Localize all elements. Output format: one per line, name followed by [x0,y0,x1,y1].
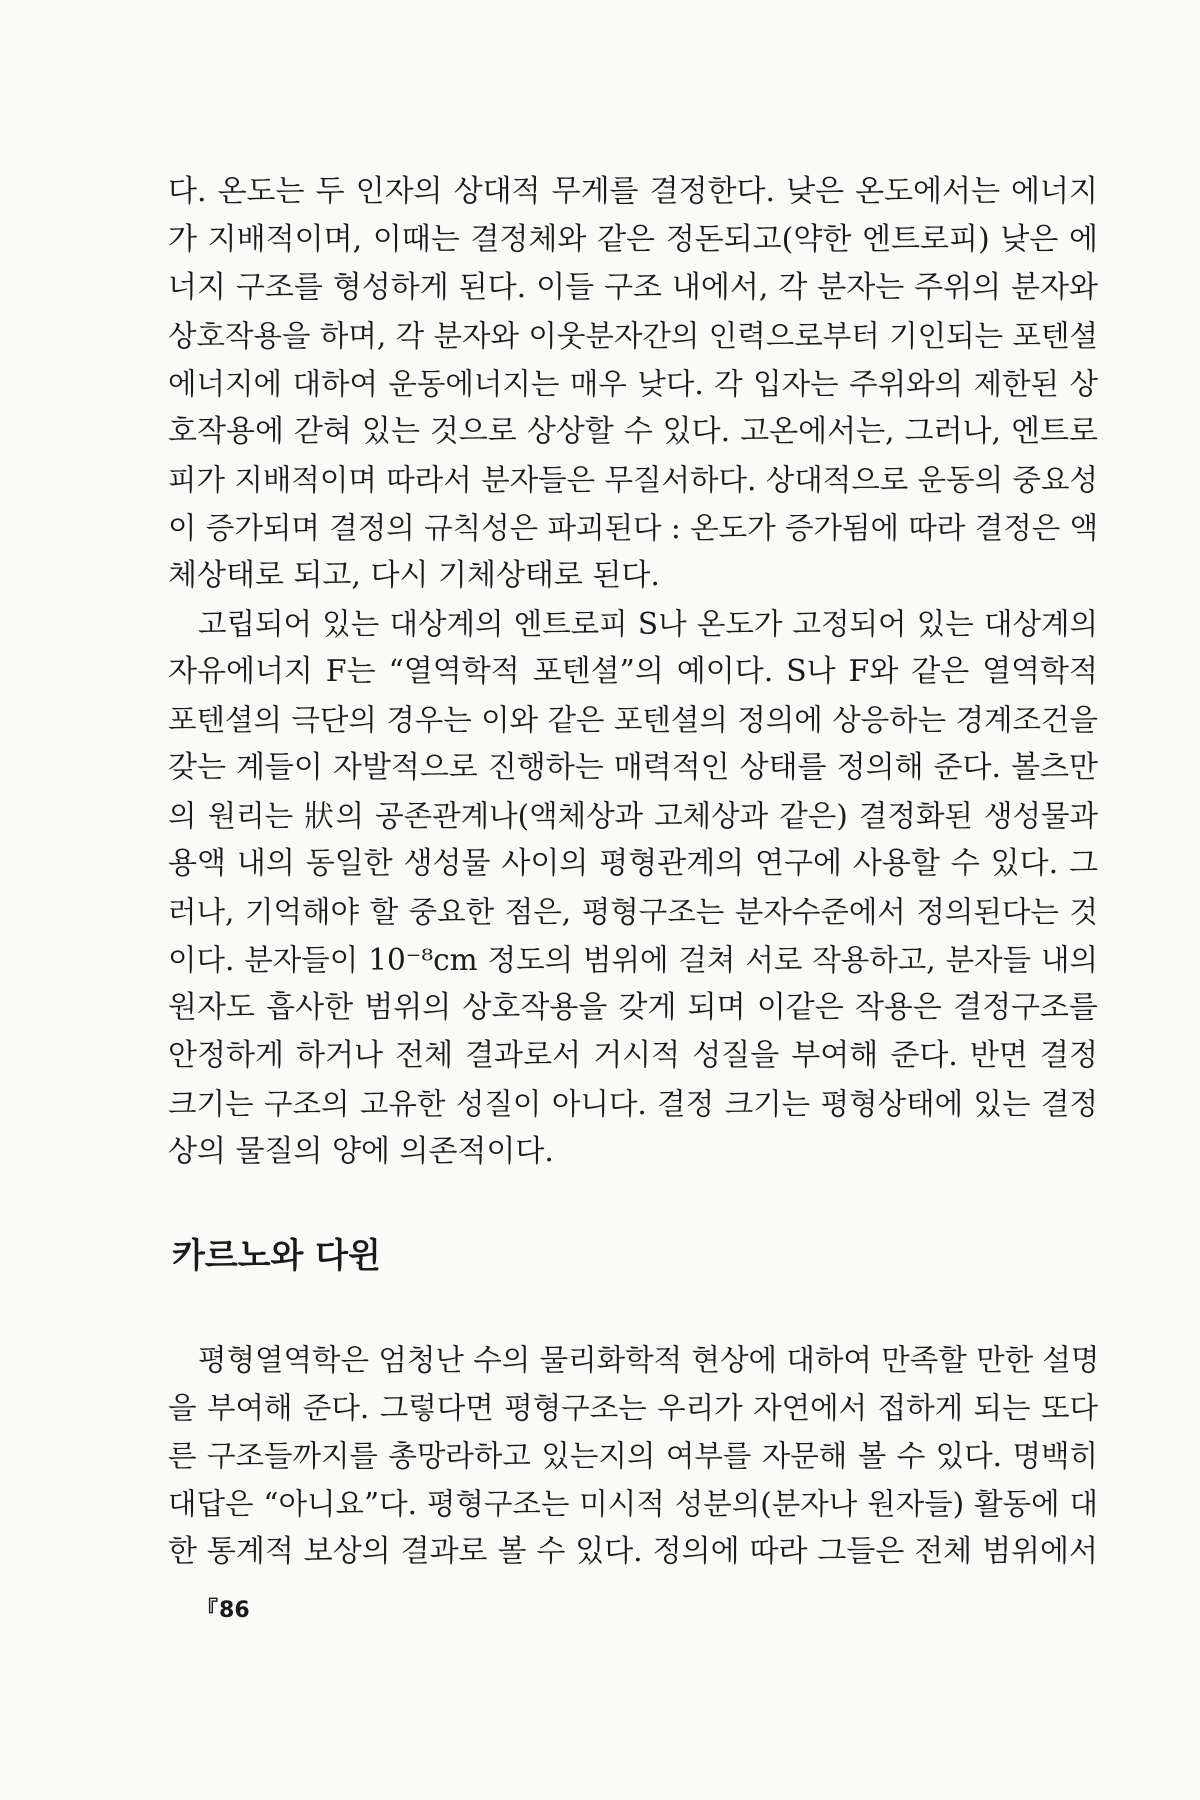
text-line: 평형열역학은 엄청난 수의 물리화학적 현상에 대하여 만족할 만한 설명 [198,1343,1100,1377]
text-line: 이 증가되며 결정의 규칙성은 파괴된다 : 온도가 증가됨에 따라 결정은 액 [168,511,1099,545]
page-number-value: 86 [219,1598,250,1623]
text-line: 의 원리는 狀의 공존관계나(액체상과 고체상과 같은) 결정화된 생성물과 [168,799,1098,833]
page-number-mark: 『 [196,1598,219,1623]
text-line: 상의 물질의 양에 의존적이다. [168,1134,554,1169]
text-line: 안정하게 하거나 전체 결과로서 거시적 성질을 부여해 준다. 반면 결정 [168,1038,1098,1073]
text-line: 러나, 기억해야 할 중요한 점은, 평형구조는 분자수준에서 정의된다는 것 [168,895,1098,929]
text-line: 른 구조들까지를 총망라하고 있는지의 여부를 자문해 볼 수 있다. 명백히 [168,1439,1098,1473]
text-line: 다. 온도는 두 인자의 상대적 무게를 결정한다. 낮은 온도에서는 에너지 [168,174,1098,209]
paragraph-thermodynamic-potential [168,600,1098,1176]
paragraph-equilibrium-thermodynamics [168,1336,1098,1576]
text-line: 너지 구조를 형성하게 된다. 이들 구조 내에서, 각 분자는 주위의 분자와 [168,270,1098,305]
text-line: 을 부여해 준다. 그렇다면 평형구조는 우리가 자연에서 접하게 되는 또다 [168,1391,1098,1425]
text-line: 용액 내의 동일한 생성물 사이의 평형관계의 연구에 사용할 수 있다. 그 [168,846,1098,881]
text-line: 갖는 계들이 자발적으로 진행하는 매력적인 상태를 정의해 준다. 볼츠만 [168,750,1098,785]
text-line: 피가 지배적이며 따라서 분자들은 무질서하다. 상대적으로 운동의 중요성 [168,463,1098,497]
text-line: 상호작용을 하며, 각 분자와 이웃분자간의 인력으로부터 기인되는 포텐셜 [168,319,1098,353]
text-line: 고립되어 있는 대상계의 엔트로피 S나 온도가 고정되어 있는 대상계의 [198,607,1098,641]
text-line: 자유에너지 F는 “열역학적 포텐셜”의 예이다. S나 F와 같은 열역학적 [168,654,1098,689]
text-line: 한 통계적 보상의 결과로 볼 수 있다. 정의에 따라 그들은 전체 범위에서 [168,1534,1098,1569]
paragraph-temperature [168,168,1098,600]
text-line: 가 지배적이며, 이때는 결정체와 같은 정돈되고(약한 엔트로피) 낮은 에 [168,222,1098,257]
section-heading: 카르노와 다윈 [172,1236,381,1276]
text-line: 포텐셜의 극단의 경우는 이와 같은 포텐셜의 정의에 상응하는 경계조건을 [168,703,1098,737]
text-line: 이다. 분자들이 10⁻⁸cm 정도의 범위에 걸쳐 서로 작용하고, 분자들 내의 [168,943,1098,977]
text-line: 호작용에 갇혀 있는 것으로 상상할 수 있다. 고온에서는, 그러나, 엔트로 [168,414,1098,449]
page-number [196,1593,250,1624]
text-line: 체상태로 되고, 다시 기체상태로 된다. [168,558,660,593]
text-line: 원자도 흡사한 범위의 상호작용을 갖게 되며 이같은 작용은 결정구조를 [168,990,1098,1025]
text-line: 에너지에 대하여 운동에너지는 매우 낮다. 각 입자는 주위와의 제한된 상 [168,367,1098,401]
text-line: 크기는 구조의 고유한 성질이 아니다. 결정 크기는 평형상태에 있는 결정 [168,1087,1098,1121]
text-line: 대답은 “아니요”다. 평형구조는 미시적 성분의(분자나 원자들) 활동에 대 [168,1487,1098,1521]
